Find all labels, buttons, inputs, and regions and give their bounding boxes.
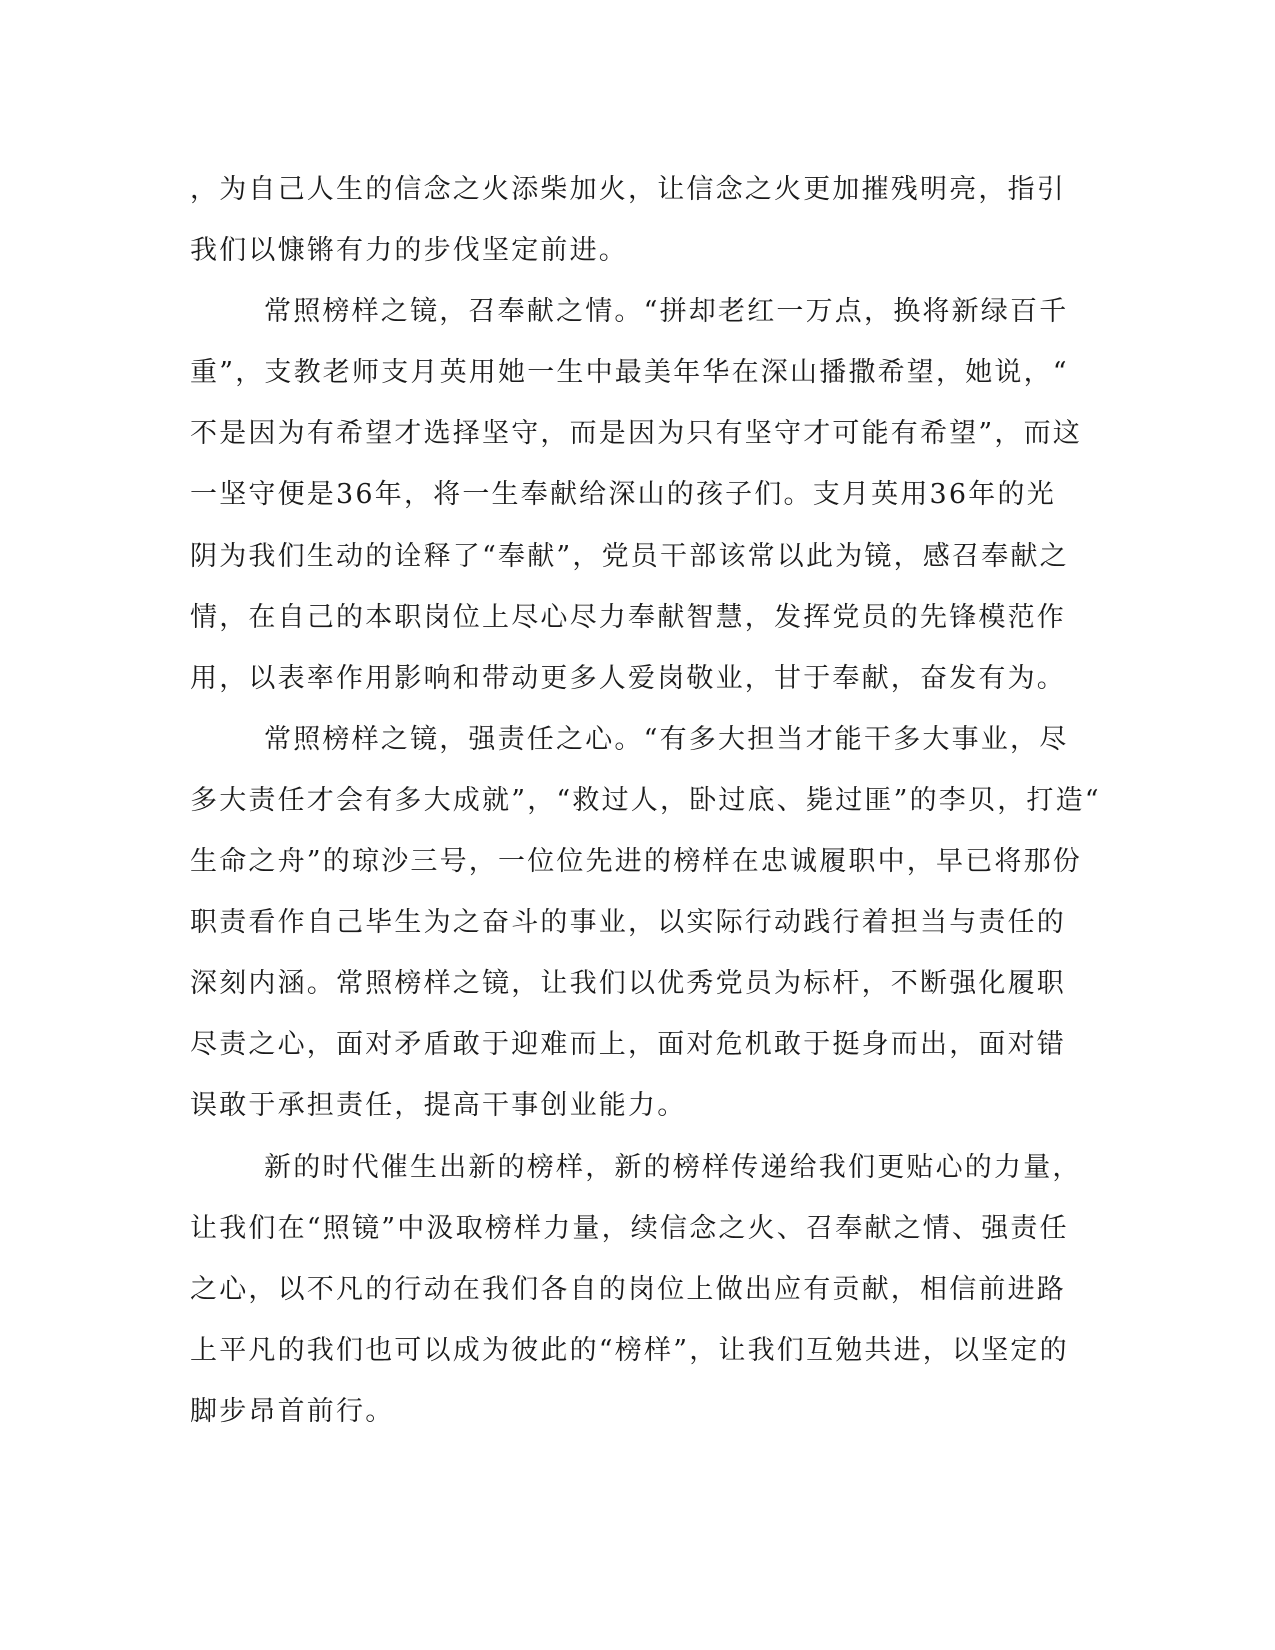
text-line: 职责看作自己毕生为之奋斗的事业，以实际行动践行着担当与责任的 bbox=[190, 907, 1066, 939]
text-line: 新的时代催生出新的榜样，新的榜样传递给我们更贴心的力量， bbox=[264, 1151, 1082, 1183]
text-line: 一坚守便是36年，将一生奉献给深山的孩子们。支月英用36年的光 bbox=[190, 479, 1056, 511]
text-line: 情，在自己的本职岗位上尽心尽力奉献智慧，发挥党员的先锋模范作 bbox=[190, 601, 1066, 633]
text-line: 误敢于承担责任，提高干事创业能力。 bbox=[190, 1090, 687, 1122]
text-line: 我们以慷锵有力的步伐坚定前进。 bbox=[190, 235, 628, 267]
paragraph-faith-continued bbox=[190, 159, 1070, 281]
text-line: ，为自己人生的信念之火添柴加火，让信念之火更加摧残明亮，指引 bbox=[190, 174, 1066, 205]
text-line: 脚步昂首前行。 bbox=[190, 1395, 395, 1427]
text-line: 之心，以不凡的行动在我们各自的岗位上做出应有贡献，相信前进路 bbox=[190, 1273, 1066, 1305]
text-line: 常照榜样之镜，强责任之心。“有多大担当才能干多大事业，尽 bbox=[264, 723, 1069, 755]
text-line: 重”，支教老师支月英用她一生中最美年华在深山播撒希望，她说，“ bbox=[190, 357, 1069, 389]
text-line: 让我们在“照镜”中汲取榜样力量，续信念之火、召奉献之情、强责任 bbox=[190, 1212, 1069, 1244]
document-body bbox=[190, 159, 1101, 1442]
text-line: 多大责任才会有多大成就”，“救过人，卧过底、毙过匪”的李贝，打造“ bbox=[190, 784, 1101, 816]
text-line: 阴为我们生动的诠释了“奉献”，党员干部该常以此为镜，感召奉献之 bbox=[190, 540, 1069, 572]
paragraph-conclusion bbox=[190, 1137, 1082, 1442]
paragraph-responsibility bbox=[190, 709, 1101, 1137]
text-line: 常照榜样之镜，召奉献之情。“拼却老红一万点，换将新绿百千 bbox=[264, 296, 1069, 328]
paragraph-dedication bbox=[190, 281, 1083, 709]
text-line: 上平凡的我们也可以成为彼此的“榜样”，让我们互勉共进，以坚定的 bbox=[190, 1334, 1069, 1366]
text-line: 不是因为有希望才选择坚守，而是因为只有坚守才可能有希望”，而这 bbox=[190, 418, 1083, 450]
text-line: 生命之舟”的琼沙三号，一位位先进的榜样在忠诚履职中，早已将那份 bbox=[190, 846, 1083, 878]
text-line: 深刻内涵。常照榜样之镜，让我们以优秀党员为标杆，不断强化履职 bbox=[190, 968, 1066, 1000]
text-line: 尽责之心，面对矛盾敢于迎难而上，面对危机敢于挺身而出，面对错 bbox=[190, 1029, 1066, 1061]
text-line: 用，以表率作用影响和带动更多人爱岗敬业，甘于奉献，奋发有为。 bbox=[190, 662, 1066, 694]
